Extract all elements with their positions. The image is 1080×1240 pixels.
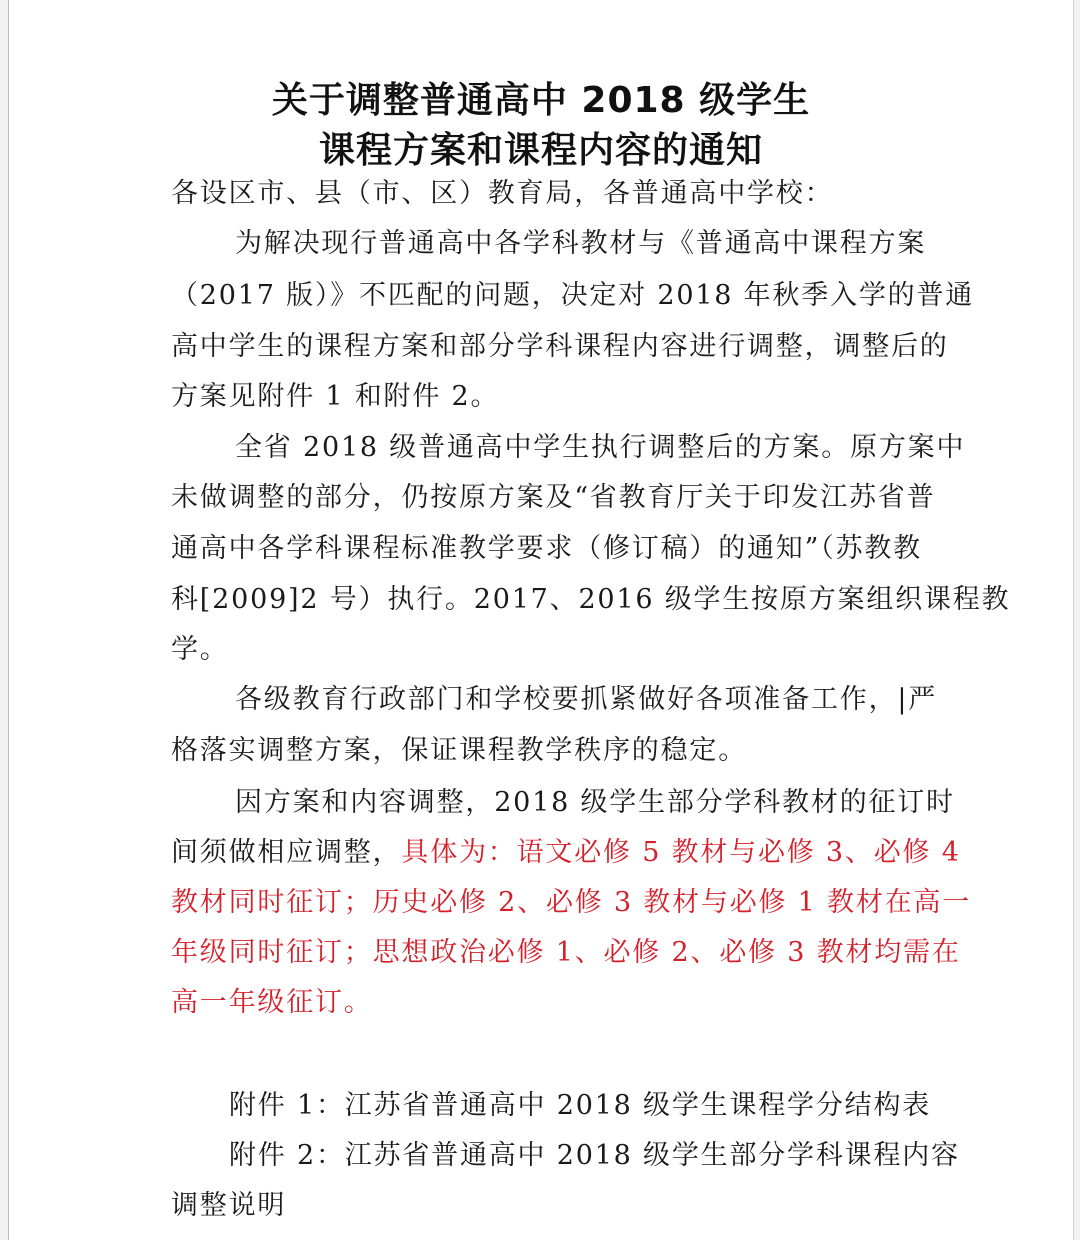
paragraph-2-line: 学。 (171, 634, 229, 665)
paragraph-3-line: 格落实调整方案，保证课程教学秩序的稳定。 (171, 735, 747, 766)
paragraph-4-red-line: 教材同时征订；历史必修 2、必修 3 教材与必修 1 教材在高一 (171, 887, 972, 918)
paragraph-4-red-text: 具体为：语文必修 5 教材与必修 3、必修 4 (401, 837, 961, 868)
attachment-1: 附件 1：江苏省普通高中 2018 级学生课程学分结构表 (229, 1090, 932, 1121)
paragraph-1-line: 方案见附件 1 和附件 2。 (171, 381, 500, 412)
attachment-2-continued: 调整说明 (171, 1190, 287, 1221)
salutation: 各设区市、县（市、区）教育局，各普通高中学校： (171, 178, 834, 209)
document-title-line-2: 课程方案和课程内容的通知 (318, 130, 763, 171)
paragraph-1-line: （2017 版）》不匹配的问题，决定对 2018 年秋季入学的普通 (171, 280, 975, 311)
document-title-line-1: 关于调整普通高中 2018 级学生 (271, 80, 811, 121)
paragraph-4-line (171, 837, 961, 869)
paragraph-4-red-line: 年级同时征订；思想政治必修 1、必修 2、必修 3 教材均需在 (171, 937, 961, 968)
document-page (8, 0, 1074, 1240)
paragraph-2-line: 全省 2018 级普通高中学生执行调整后的方案。原方案中 (235, 432, 966, 463)
paragraph-1-line: 为解决现行普通高中各学科教材与《普通高中课程方案 (235, 228, 927, 259)
paragraph-2-line: 未做调整的部分，仍按原方案及“省教育厅关于印发江苏省普 (171, 482, 936, 513)
paragraph-3-line: 各级教育行政部门和学校要抓紧做好各项准备工作，|严 (235, 684, 938, 715)
paragraph-4-red-line: 高一年级征订。 (171, 987, 373, 1018)
paragraph-4-black-text: 间须做相应调整， (171, 837, 402, 868)
paragraph-1-line: 高中学生的课程方案和部分学科课程内容进行调整，调整后的 (171, 331, 949, 362)
paragraph-4-line: 因方案和内容调整，2018 级学生部分学科教材的征订时 (235, 787, 955, 818)
attachment-2: 附件 2：江苏省普通高中 2018 级学生部分学科课程内容 (229, 1140, 960, 1171)
paragraph-2-line: 通高中各学科课程标准教学要求（修订稿）的通知”（苏教教 (171, 533, 922, 564)
paragraph-2-line: 科[2009]2 号）执行。2017、2016 级学生按原方案组织课程教 (171, 584, 1011, 615)
